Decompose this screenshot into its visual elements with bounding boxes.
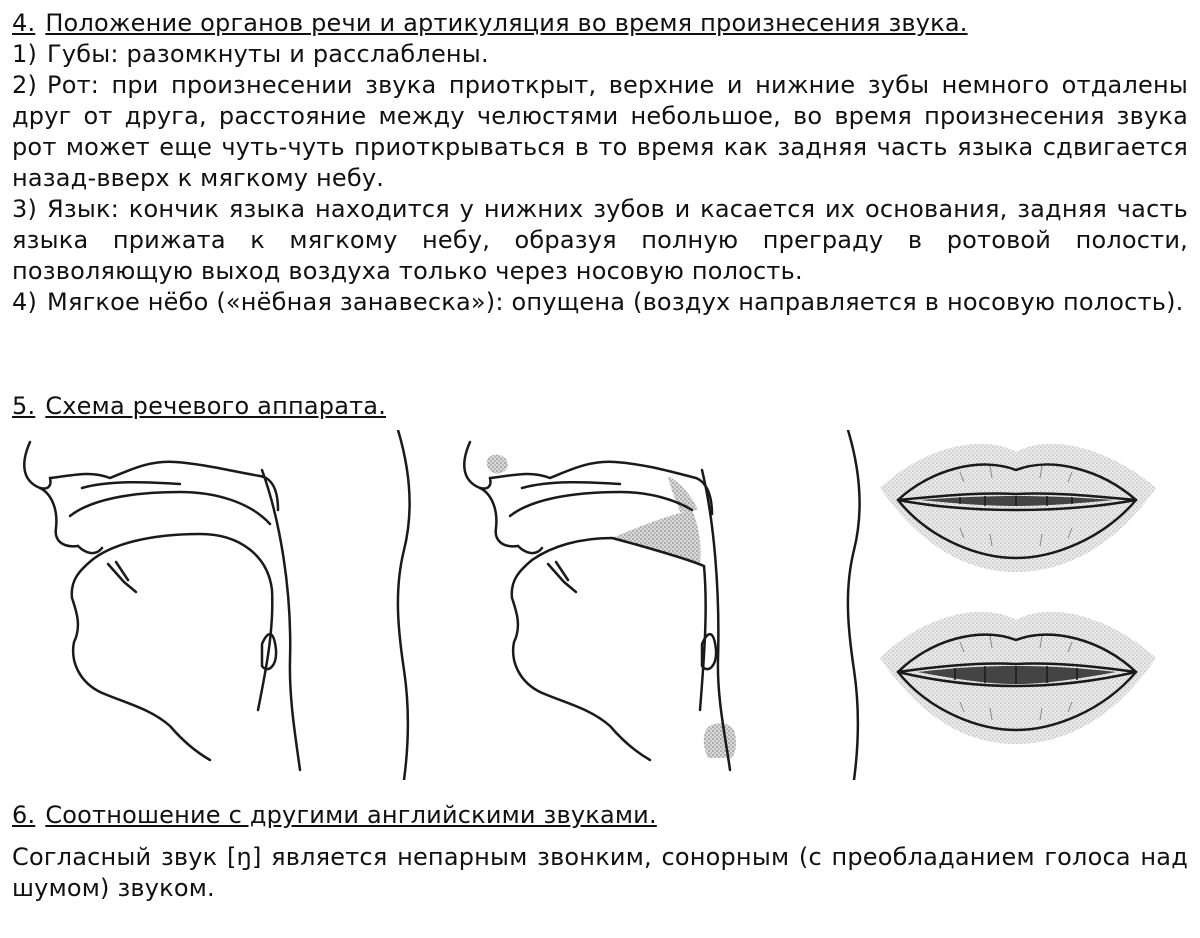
- section-6-title: Соотношение с другими английскими звуками.: [45, 801, 657, 829]
- list-item: [12, 194, 1188, 287]
- lips-diagram-2: [880, 612, 1156, 744]
- section-6-heading: [12, 800, 1188, 831]
- lips-diagram-1: [880, 444, 1156, 572]
- list-item-text: Рот: при произнесении звука приоткрыт, верхние и нижние зубы немного отдалены друг от друга, расстояние между челюстями небольшое, во время произнесения звука рот может еще чуть-чуть приоткрываться в то время как задняя часть языка сдвигается назад-вверх к мягкому небу.: [12, 71, 1188, 192]
- speech-apparatus-figures: [0, 430, 1200, 780]
- section-5-number: 5.: [12, 392, 36, 420]
- section-4-list: [12, 39, 1188, 318]
- section-5-heading: [12, 391, 1188, 422]
- section-6-paragraph: Согласный звук [ŋ] является непарным звонким, сонорным (с преобладанием голоса над шумом) звуком.: [12, 843, 1188, 902]
- speech-apparatus-svg: [0, 430, 1200, 780]
- list-item-number: 1): [12, 40, 38, 68]
- list-item: [12, 70, 1188, 194]
- list-item-text: Мягкое нёбо («нёбная занавеска»): опущена (воздух направляется в носовую полость).: [47, 288, 1184, 316]
- list-item: [12, 287, 1188, 318]
- list-item-number: 3): [12, 195, 38, 223]
- sagittal-diagram-2: [464, 430, 859, 780]
- tongue-back-shading: [612, 510, 701, 564]
- list-item-number: 2): [12, 71, 38, 99]
- sagittal-diagram-1: [24, 430, 409, 780]
- list-item-text: Язык: кончик языка находится у нижних зубов и касается их основания, задняя часть языка прижата к мягкому небу, образуя полную преграду в ротовой полости, позволяющую выход воздуха только через носовую полость.: [12, 195, 1188, 285]
- list-item: [12, 39, 1188, 70]
- soft-palate-shading: [668, 476, 698, 512]
- section-4-heading: [12, 8, 1188, 39]
- nasal-shading: [487, 455, 508, 474]
- list-item-number: 4): [12, 288, 38, 316]
- section-6-number: 6.: [12, 801, 36, 829]
- larynx-shading: [704, 723, 736, 758]
- section-5-title: Схема речевого аппарата.: [45, 392, 387, 420]
- section-4-title: Положение органов речи и артикуляция во время произнесения звука.: [45, 9, 968, 37]
- section-4-number: 4.: [12, 9, 36, 37]
- list-item-text: Губы: разомкнуты и расслаблены.: [47, 40, 489, 68]
